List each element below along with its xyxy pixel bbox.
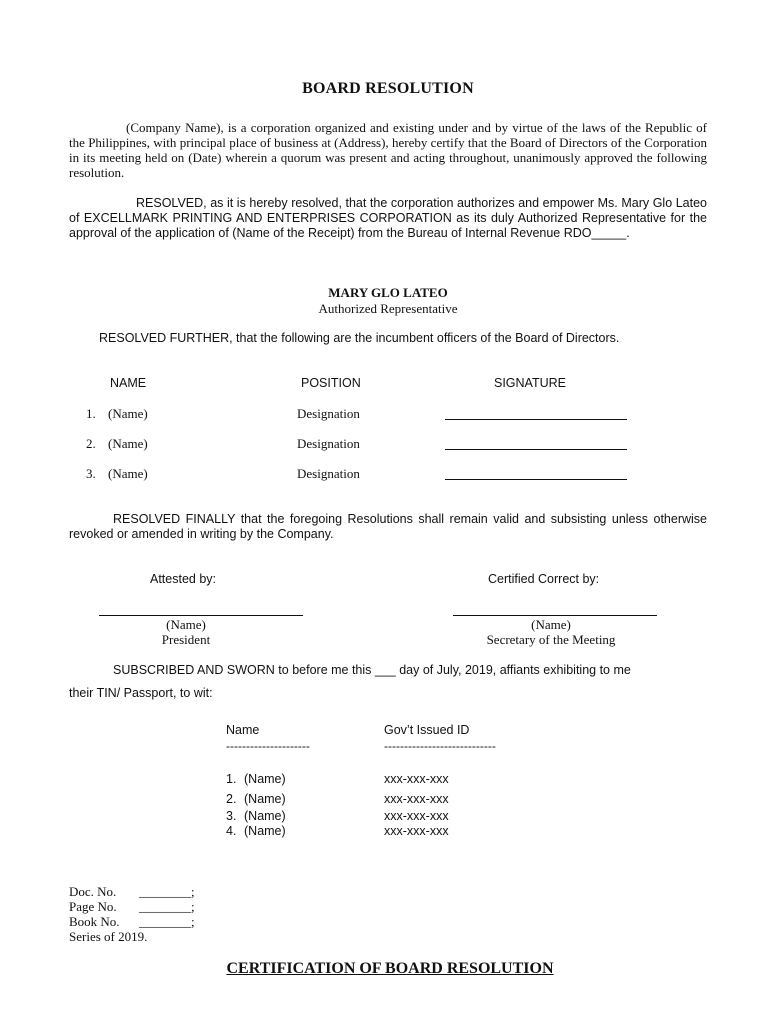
subscribed-paragraph-continued: their TIN/ Passport, to wit: [69, 686, 213, 700]
id-row [0, 772, 768, 788]
resolved-finally-paragraph: RESOLVED FINALLY that the foregoing Resolutions shall remain valid and subsisting unless otherwise revoked or amended in writing by the Company. [69, 512, 707, 541]
certified-name: (Name) [531, 617, 571, 632]
officer-number: 1. [86, 406, 96, 421]
certified-role: Secretary of the Meeting [486, 632, 616, 647]
notary-doc-blank: ________; [139, 884, 195, 899]
certified-label: Certified Correct by: [488, 572, 600, 586]
notary-series-text: Series of 2019. [69, 929, 148, 944]
id-value: xxx-xxx-xxx [384, 792, 449, 806]
resolved-paragraph: RESOLVED, as it is hereby resolved, that the corporation authorizes and empower Ms. Mary Glo Lateo of EXCELLMARK PRINTING AND ENTERPRISES CORPORATION as its duly Authorized Representative for the approval of the application of (Name of the Receipt) from the Bureau of Internal Revenue RDO_____. [69, 196, 707, 240]
id-number: 4. [226, 824, 237, 838]
notary-book-blank: ________; [139, 914, 195, 929]
certification-title-text: CERTIFICATION OF BOARD RESOLUTION [226, 960, 554, 977]
signature-line [445, 479, 627, 480]
signature-line [445, 449, 627, 450]
officer-position: Designation [297, 436, 360, 451]
officer-name: (Name) [108, 436, 148, 451]
id-value: xxx-xxx-xxx [384, 772, 449, 786]
id-row [0, 792, 768, 808]
officer-row [0, 466, 768, 482]
attested-label: Attested by: [150, 572, 217, 586]
notary-doc-label: Doc. No. [69, 884, 117, 899]
notary-book-label: Book No. [69, 914, 120, 929]
officer-row [0, 406, 768, 422]
certification-title [0, 960, 768, 978]
notary-page-label: Page No. [69, 899, 117, 914]
resolved-further-paragraph: RESOLVED FURTHER, that the following are the incumbent officers of the Board of Directors. [99, 331, 620, 345]
officer-name: (Name) [108, 466, 148, 481]
id-value: xxx-xxx-xxx [384, 824, 449, 838]
id-header-name: Name [226, 723, 260, 737]
id-header-gov-id: Gov’t Issued ID [384, 723, 470, 737]
signature-line [445, 419, 627, 420]
officer-number: 3. [86, 466, 96, 481]
id-value: xxx-xxx-xxx [384, 809, 449, 823]
attested-signature-line [99, 615, 303, 616]
notary-page-blank: ________; [139, 899, 195, 914]
representative-name: MARY GLO LATEO [328, 285, 448, 300]
id-number: 2. [226, 792, 237, 806]
officers-header-position: POSITION [301, 376, 361, 390]
id-name: (Name) [244, 809, 286, 823]
attested-role: President [161, 632, 211, 647]
id-name: (Name) [244, 772, 286, 786]
intro-paragraph: (Company Name), is a corporation organized and existing under and by virtue of the laws of the Republic of the Philippines, with principal place of business at (Address), hereby certify that the Board of Directors of the Corporation in its meeting held on (Date) wherein a quorum was present and acting throughout, unanimously approved the following resolution. [69, 120, 707, 180]
officer-row [0, 436, 768, 452]
representative-role: Authorized Representative [318, 301, 458, 316]
id-name: (Name) [244, 824, 286, 838]
subscribed-paragraph: SUBSCRIBED AND SWORN to before me this ___ day of July, 2019, affiants exhibiting to me [113, 663, 631, 677]
officer-position: Designation [297, 406, 360, 421]
id-name: (Name) [244, 792, 286, 806]
document-title: BOARD RESOLUTION [302, 80, 474, 97]
id-header-separator: ---------------------------- [384, 739, 496, 753]
certified-signature-line [453, 615, 657, 616]
attested-name: (Name) [166, 617, 206, 632]
id-number: 3. [226, 809, 237, 823]
officers-header-signature: SIGNATURE [494, 376, 566, 390]
officers-header-name: NAME [110, 376, 147, 390]
officer-number: 2. [86, 436, 96, 451]
id-header-separator: --------------------- [226, 739, 310, 753]
officer-position: Designation [297, 466, 360, 481]
officer-name: (Name) [108, 406, 148, 421]
id-number: 1. [226, 772, 237, 786]
id-row [0, 809, 768, 825]
id-row [0, 824, 768, 840]
